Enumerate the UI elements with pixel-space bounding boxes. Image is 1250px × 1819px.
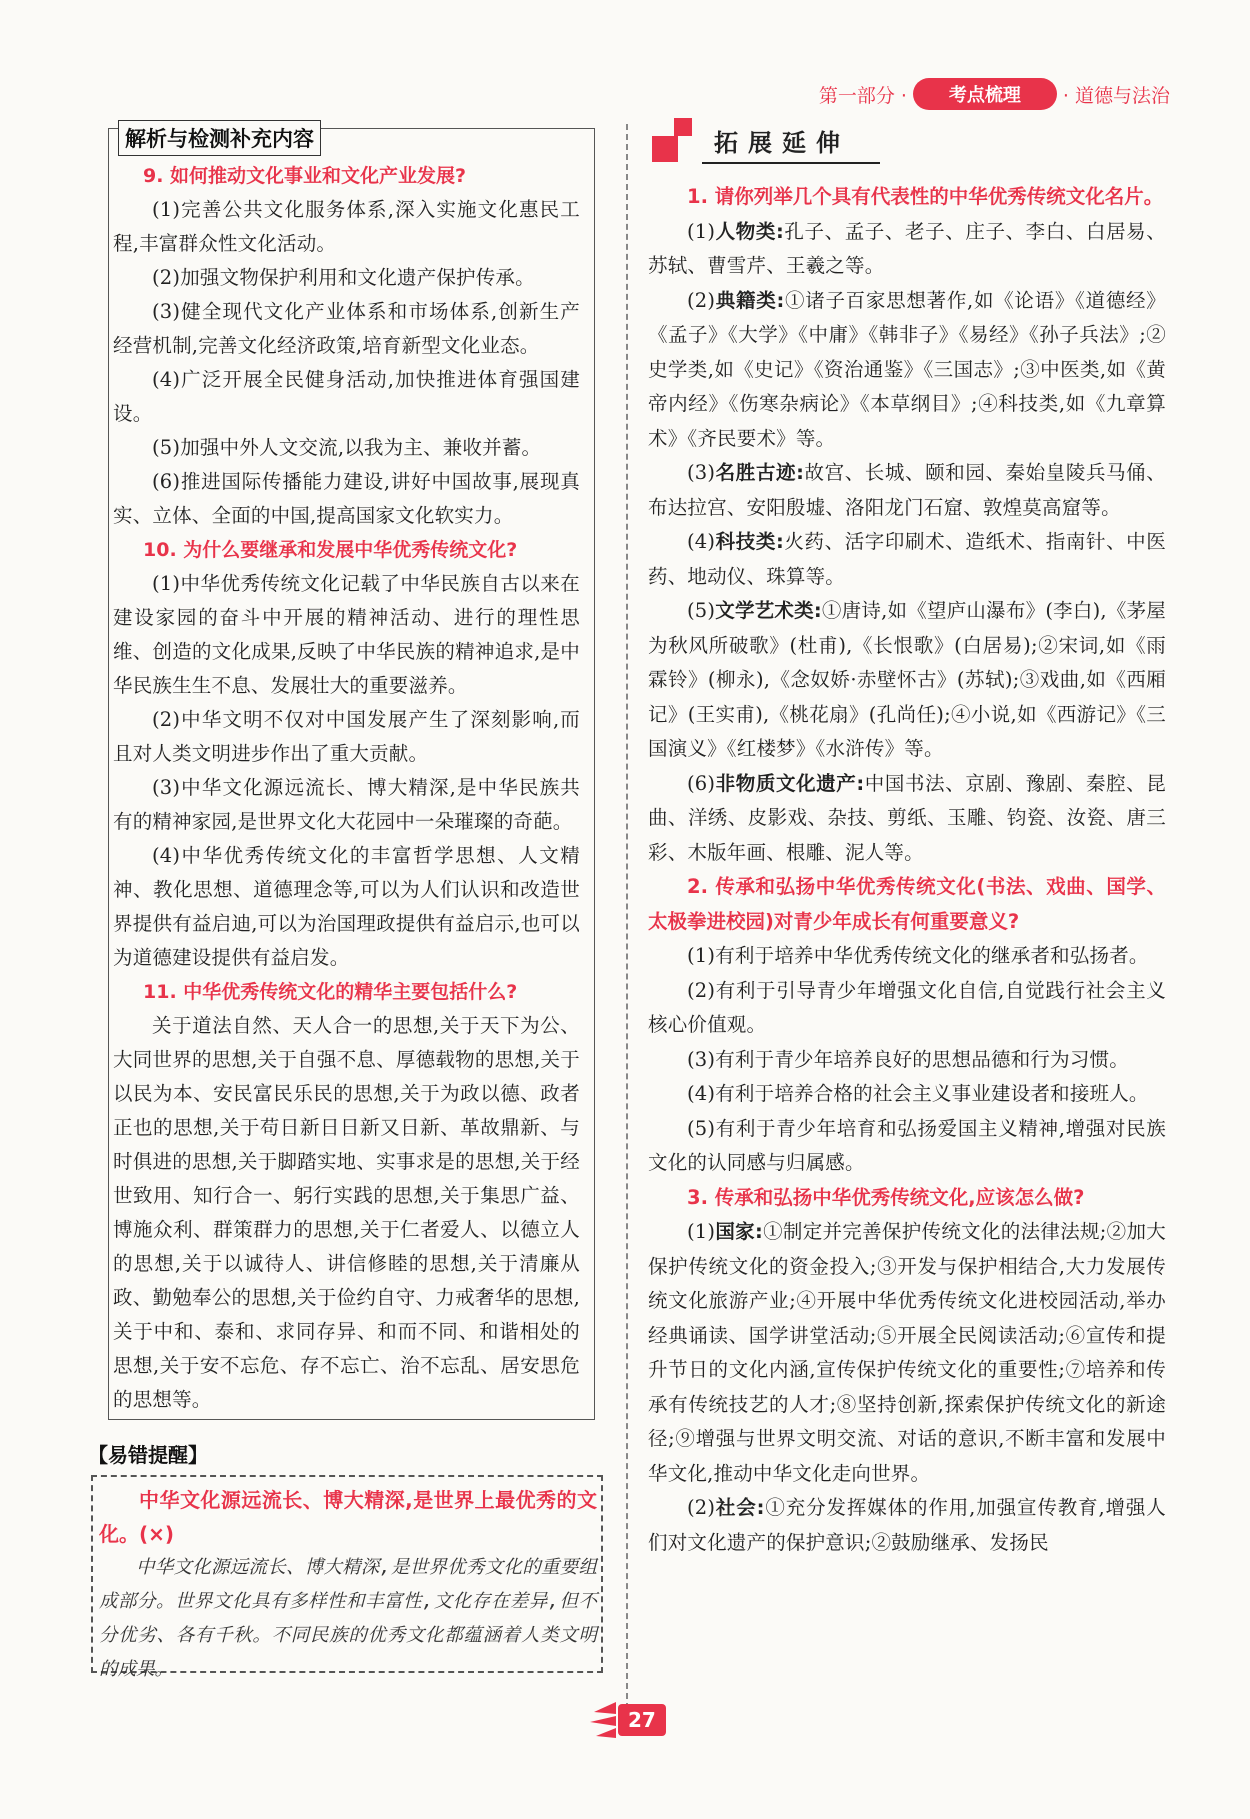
q9-item: (1)完善公共文化服务体系,深入实施文化惠民工程,丰富群众性文化活动。 (113, 198, 580, 255)
q10-item: (1)中华优秀传统文化记载了中华民族自古以来在建设家园的奋斗中开展的精神活动、进行的理性思维、创造的文化成果,反映了中华民族的精神追求,是中华民族生生不息、发展壮大的重要滋养。 (113, 572, 580, 697)
q10-item: (2)中华文明不仅对中国发展产生了深刻影响,而且对人类文明进步作出了重大贡献。 (113, 708, 580, 765)
page-header (819, 78, 1170, 110)
q1-item: (2)典籍类:①诸子百家思想著作,如《论语》《道德经》《孟子》《大学》《中庸》《韩非子》《易经》《孙子兵法》;②史学类,如《史记》《资治通鉴》《三国志》;③中医类,如《黄帝内经》《伤寒杂病论》《本草纲目》;④科技类,如《九章算术》《齐民要术》等。 (648, 288, 1166, 450)
q2-item: (2)有利于引导青少年增强文化自信,自觉践行社会主义核心价值观。 (648, 978, 1166, 1036)
header-part: 第一部分 · (818, 84, 907, 107)
page-number-block (588, 1700, 666, 1740)
header-section-pill: 考点梳理 (913, 78, 1057, 110)
q9-item: (4)广泛开展全民健身活动,加快推进体育强国建设。 (113, 368, 580, 425)
supplement-content (113, 159, 580, 1417)
extension-title-block (652, 118, 880, 164)
extension-title: 拓展延伸 (702, 123, 880, 164)
q9-item: (3)健全现代文化产业体系和市场体系,创新生产经营机制,完善文化经济政策,培育新型文化业态。 (113, 300, 580, 357)
question-11-title: 11. 中华优秀传统文化的精华主要包括什么? (143, 981, 518, 1003)
q2-item: (5)有利于青少年培育和弘扬爱国主义精神,增强对民族文化的认同感与归属感。 (648, 1116, 1166, 1174)
q9-item: (5)加强中外人文交流,以我为主、兼收并蓄。 (152, 436, 542, 459)
q10-item: (4)中华优秀传统文化的丰富哲学思想、人文精神、教化思想、道德理念等,可以为人们认识和改造世界提供有益启迪,可以为治国理政提供有益启示,也可以为道德建设提供有益启发。 (113, 844, 580, 969)
q2-item: (4)有利于培养合格的社会主义事业建设者和接班人。 (687, 1082, 1149, 1105)
q9-item: (6)推进国际传播能力建设,讲好中国故事,展现真实、立体、全面的中国,提高国家文化软实力。 (113, 470, 580, 527)
question-10-title: 10. 为什么要继承和发展中华优秀传统文化? (143, 539, 518, 561)
right-question-2-title: 2. 传承和弘扬中华优秀传统文化(书法、戏曲、国学、太极拳进校园)对青少年成长有何重要意义? (648, 875, 1166, 933)
q1-item: (4)科技类:火药、活字印刷术、造纸术、指南针、中医药、地动仪、珠算等。 (648, 530, 1166, 588)
supplement-box (108, 128, 595, 1420)
q11-body: 关于道法自然、天人合一的思想,关于天下为公、大同世界的思想,关于自强不息、厚德载物的思想,关于以民为本、安民富民乐民的思想,关于为政以德、政者正也的思想,关于苟日新日日新又日新、革故鼎新、与时俱进的思想,关于脚踏实地、实事求是的思想,关于经世致用、知行合一、躬行实践的思想,关于集思广益、博施众利、群策群力的思想,关于仁者爱人、以德立人的思想,关于以诚待人、讲信修睦的思想,关于清廉从政、勤勉奉公的思想,关于俭约自守、力戒奢华的思想,关于中和、泰和、求同存异、和而不同、和谐相处的思想,关于安不忘危、存不忘亡、治不忘乱、居安思危的思想等。 (113, 1014, 580, 1411)
q2-item: (3)有利于青少年培养良好的思想品德和行为习惯。 (687, 1047, 1129, 1071)
right-question-1-title: 1. 请你列举几个具有代表性的中华优秀传统文化名片。 (687, 185, 1164, 208)
q10-item: (3)中华文化源远流长、博大精深,是中华民族共有的精神家园,是世界文化大花园中一朵璀璨的奇葩。 (113, 776, 580, 833)
mistake-title: 中华文化源远流长、博大精深,是世界上最优秀的文化。(×) (99, 1488, 597, 1546)
extension-content (648, 180, 1166, 1560)
supplement-tag: 解析与检测补充内容 (118, 120, 321, 156)
page-deco-icon (588, 1700, 618, 1740)
mistake-box (91, 1475, 603, 1680)
q3-item: (2)社会:①充分发挥媒体的作用,加强宣传教育,增强人们对文化遗产的保护意识;②鼓励继承、发扬民 (648, 1496, 1166, 1554)
title-squares-icon (652, 118, 702, 164)
question-9-title: 9. 如何推动文化事业和文化产业发展? (143, 165, 467, 187)
header-subject: · 道德与法治 (1062, 84, 1170, 107)
q9-item: (2)加强文物保护利用和文化遗产保护传承。 (152, 266, 535, 289)
q2-item: (1)有利于培养中华优秀传统文化的继承者和弘扬者。 (687, 944, 1149, 967)
column-divider (626, 124, 628, 1719)
q1-item: (3)名胜古迹:故宫、长城、颐和园、秦始皇陵兵马俑、布达拉宫、安阳殷墟、洛阳龙门石窟、敦煌莫高窟等。 (648, 461, 1166, 519)
q1-item: (1)人物类:孔子、孟子、老子、庄子、李白、白居易、苏轼、曹雪芹、王羲之等。 (648, 219, 1166, 277)
page-number: 27 (618, 1704, 666, 1736)
right-question-3-title: 3. 传承和弘扬中华优秀传统文化,应该怎么做? (687, 1185, 1085, 1209)
q1-item: (6)非物质文化遗产:中国书法、京剧、豫剧、秦腔、昆曲、洋绣、皮影戏、杂技、剪纸、玉雕、钧瓷、汝瓷、唐三彩、木版年画、根雕、泥人等。 (648, 771, 1166, 864)
q1-item: (5)文学艺术类:①唐诗,如《望庐山瀑布》(李白),《茅屋为秋风所破歌》(杜甫),《长恨歌》(白居易);②宋词,如《雨霖铃》(柳永),《念奴娇·赤壁怀古》(苏轼);③戏曲,如《西厢记》(王实甫),《桃花扇》(孔尚任);④小说,如《西游记》《三国演义》《红楼梦》《水浒传》等。 (648, 599, 1166, 760)
mistake-label: 【易错提醒】 (88, 1443, 208, 1467)
q3-item: (1)国家:①制定并完善保护传统文化的法律法规;②加大保护传统文化的资金投入;③开发与保护相结合,大力发展传统文化旅游产业;④开展中华优秀传统文化进校园活动,举办经典诵读、国学讲堂活动;⑤开展全民阅读活动;⑥宣传和提升节日的文化内涵,宣传保护传统文化的重要性;⑦培养和传承有传统技艺的人才;⑧坚持创新,探索保护传统文化的新途径;⑨增强与世界文明交流、对话的意识,不断丰富和发展中华文化,推动中华文化走向世界。 (648, 1220, 1166, 1485)
mistake-body: 中华文化源远流长、博大精深,是世界优秀文化的重要组成部分。世界文化具有多样性和丰富性,文化存在差异,但不分优劣、各有千秋。不同民族的优秀文化都蕴涵着人类文明的成果。 (99, 1557, 597, 1680)
